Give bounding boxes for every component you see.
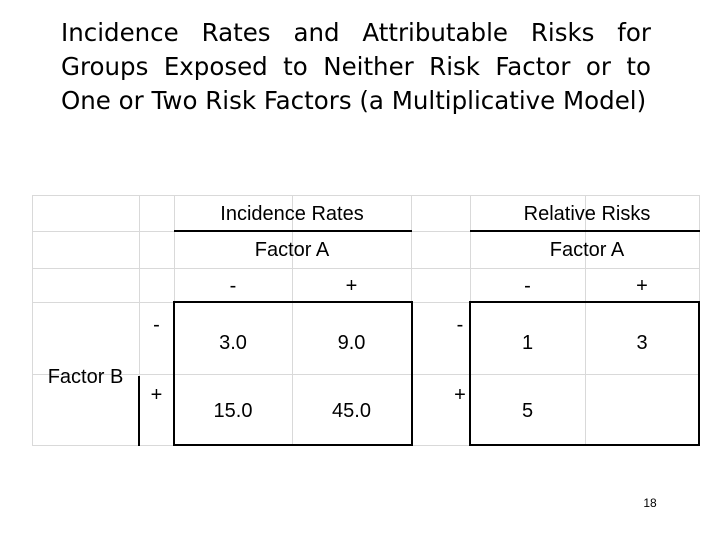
page-number: 18	[643, 496, 657, 510]
incidence-rate-b-minus-a-minus: 3.0	[219, 331, 247, 354]
factor-a-plus-incidence: +	[345, 274, 358, 297]
relative-risks-header: Relative Risks	[523, 202, 651, 225]
title-line-3: One or Two Risk Factors (a Multiplicative Model)	[61, 86, 647, 115]
relative-risk-b-minus-a-minus: 1	[521, 331, 534, 354]
title-line-1: Incidence Rates and Attributable Risks for	[61, 18, 651, 47]
factor-b-plus-relative: +	[454, 383, 466, 406]
incidence-box-right	[411, 301, 413, 446]
incidence-rates-header: Incidence Rates	[220, 202, 364, 225]
relative-box-bottom	[470, 444, 700, 446]
slide-title	[61, 16, 651, 118]
grid-line	[32, 195, 699, 196]
grid-line	[32, 195, 33, 446]
title-line-2: Groups Exposed to Neither Risk Factor or to	[61, 52, 651, 81]
factor-a-label-relative: Factor A	[549, 238, 625, 261]
incidence-box-bottom	[174, 444, 412, 446]
factor-b-minus-relative: -	[456, 313, 464, 336]
factor-b-minus-incidence: -	[153, 313, 160, 336]
factor-b-plus-incidence: +	[150, 383, 163, 406]
relative-risk-b-plus-a-plus	[585, 394, 699, 428]
factor-a-plus-relative: +	[636, 274, 648, 297]
factor-b-label: Factor B	[47, 365, 124, 388]
factor-a-label-incidence: Factor A	[254, 238, 330, 261]
incidence-rate-b-plus-a-plus: 45.0	[332, 399, 371, 422]
incidence-rate-b-plus-a-minus: 15.0	[213, 399, 253, 422]
incidence-rate-b-minus-a-plus: 9.0	[337, 331, 366, 354]
relative-risk-b-minus-a-plus: 3	[636, 331, 648, 354]
relative-risk-b-plus-a-minus: 5	[521, 399, 534, 422]
factor-a-minus-relative: -	[524, 274, 531, 297]
factor-a-minus-incidence: -	[229, 274, 237, 297]
